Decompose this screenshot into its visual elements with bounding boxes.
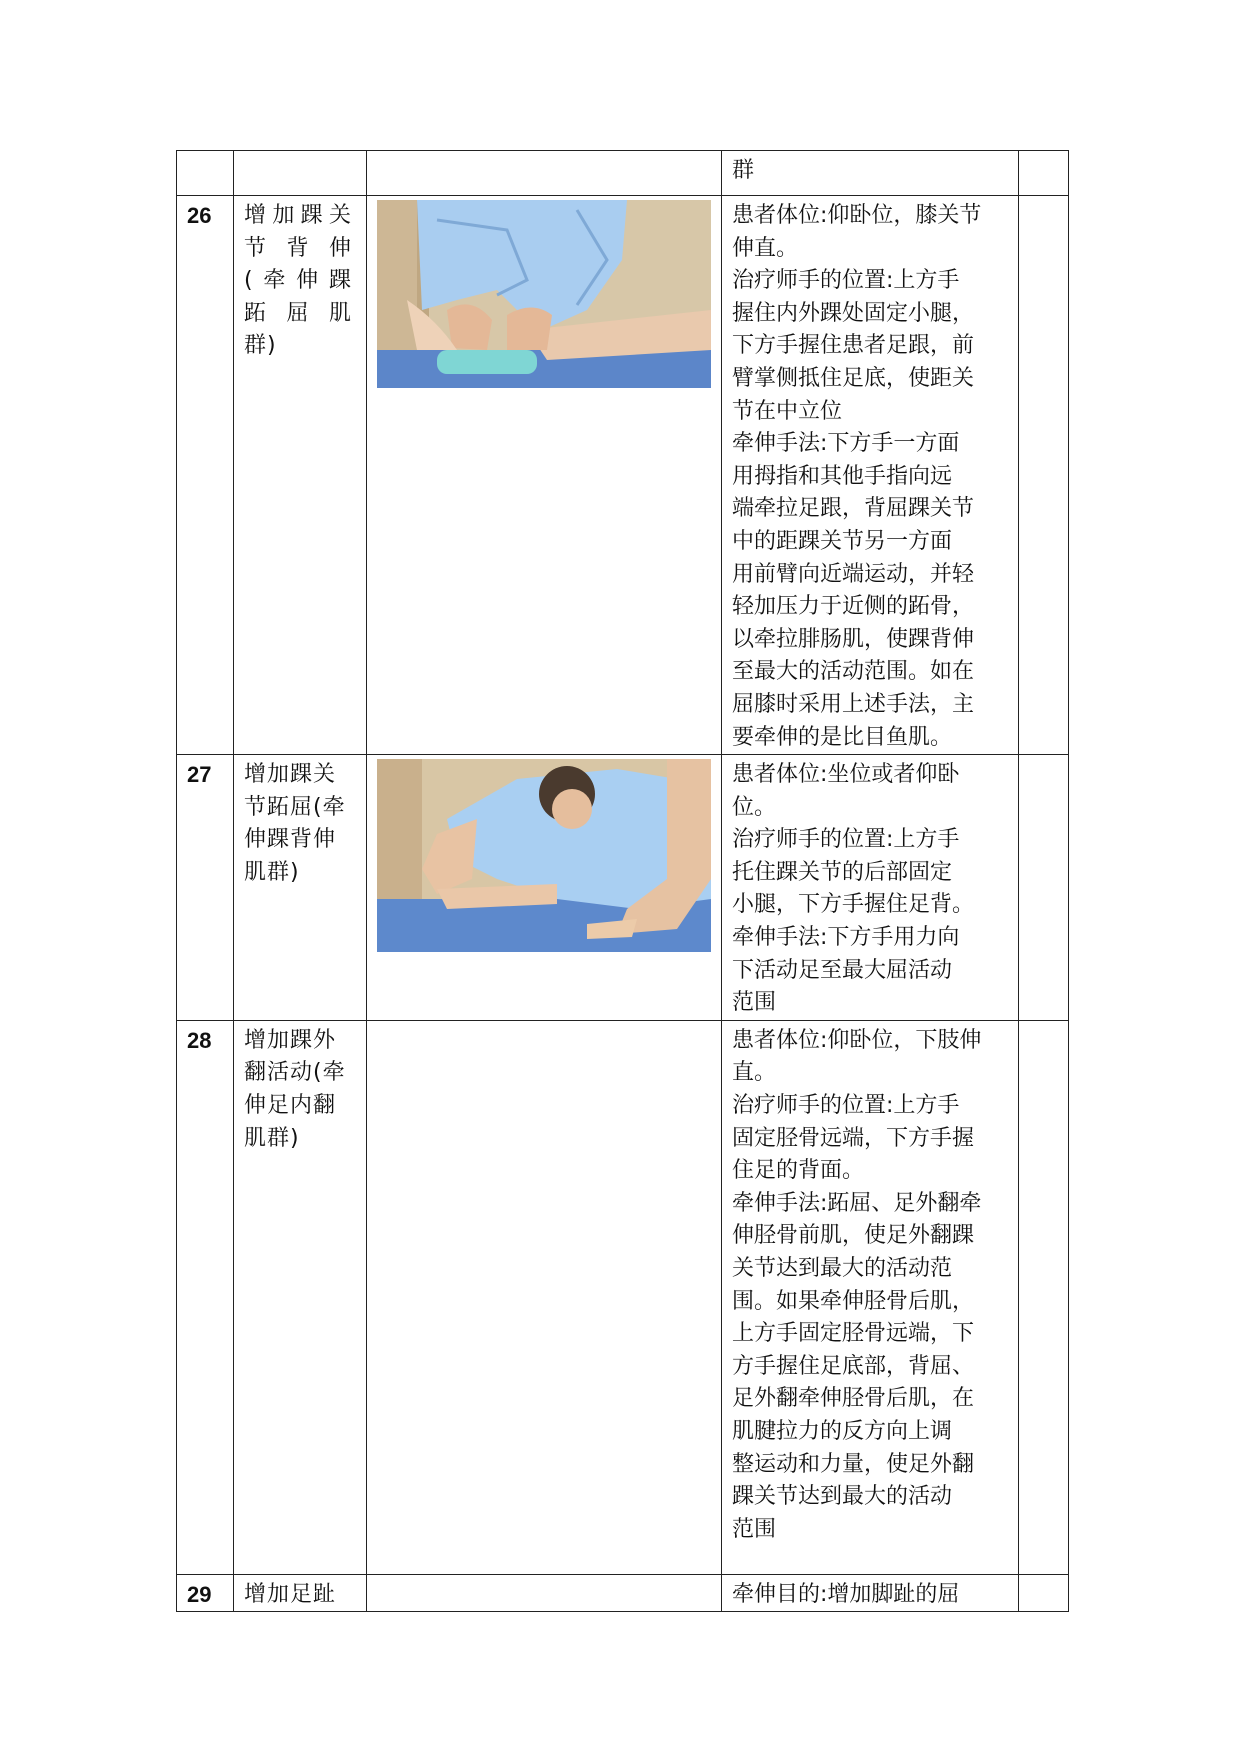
description-line: 要牵伸的是比目鱼肌。	[732, 724, 953, 750]
item-name-line: 伸足内翻	[244, 1093, 337, 1119]
description-line: 方手握住足底部，背屈、	[732, 1353, 975, 1379]
description-line: 治疗师手的位置:上方手	[732, 827, 960, 853]
item-image-cell	[367, 1020, 722, 1574]
description-line: 范围	[732, 1516, 777, 1542]
item-description	[722, 1574, 1019, 1612]
item-description	[722, 151, 1019, 196]
description-line: 住足的背面。	[732, 1158, 865, 1184]
item-name-line: 增加足趾	[244, 1581, 337, 1607]
description-line: 用拇指和其他手指向远	[732, 463, 953, 489]
description-line: 患者体位:坐位或者仰卧	[732, 762, 960, 788]
description-line: 直。	[732, 1060, 777, 1086]
description-line: 托住踝关节的后部固定	[732, 859, 953, 885]
therapist-stretching-ankle-dorsiflexion-photo	[377, 200, 711, 388]
description-line: 治疗师手的位置:上方手	[732, 1093, 960, 1119]
description-line: 用前臂向近端运动，并轻	[732, 561, 975, 587]
description-line: 踝关节达到最大的活动	[732, 1484, 953, 1510]
description-line: 屈膝时采用上述手法，主	[732, 691, 975, 717]
item-name-line: 跖 屈 肌	[244, 300, 352, 326]
item-name-line: 节跖屈(牵	[244, 794, 346, 820]
description-line: 端牵拉足跟，背屈踝关节	[732, 496, 975, 522]
therapist-stretching-ankle-plantarflexion-photo	[377, 759, 711, 952]
item-image-cell	[367, 196, 722, 755]
item-description	[722, 755, 1019, 1021]
description-line: 固定胫骨远端，下方手握	[732, 1125, 975, 1151]
description-line: 位。	[732, 794, 777, 820]
table-row	[177, 151, 1069, 196]
item-name	[234, 151, 367, 196]
description-line: 以牵拉腓肠肌，使踝背伸	[732, 626, 975, 652]
empty-cell	[1019, 755, 1069, 1021]
table-row	[177, 1020, 1069, 1574]
item-name-line: 翻活动(牵	[244, 1060, 346, 1086]
description-line: 臂掌侧抵住足底，使距关	[732, 365, 975, 391]
item-name	[234, 196, 367, 755]
description-line: 至最大的活动范围。如在	[732, 659, 975, 685]
item-name	[234, 1574, 367, 1612]
item-image-cell	[367, 755, 722, 1021]
description-line: 患者体位:仰卧位，下肢伸	[732, 1027, 982, 1053]
description-line: 节在中立位	[732, 398, 843, 424]
item-image-cell	[367, 1574, 722, 1612]
description-line: 牵伸手法:下方手用力向	[732, 925, 960, 951]
description-line: 牵伸手法:下方手一方面	[732, 431, 960, 457]
description-line: 伸胫骨前肌，使足外翻踝	[732, 1223, 975, 1249]
item-number: 26	[177, 196, 234, 755]
item-name-line: ( 牵 伸 踝	[244, 268, 352, 294]
item-image-cell	[367, 151, 722, 196]
table-row	[177, 196, 1069, 755]
item-name	[234, 1020, 367, 1574]
description-line: 群	[732, 158, 755, 183]
description-line: 肌腱拉力的反方向上调	[732, 1418, 953, 1444]
description-line: 下活动足至最大屈活动	[732, 957, 953, 983]
description-line: 伸直。	[732, 235, 799, 261]
description-line: 下方手握住患者足跟，前	[732, 333, 975, 359]
empty-cell	[1019, 1020, 1069, 1574]
item-description	[722, 1020, 1019, 1574]
item-name-line: 伸踝背伸	[244, 827, 337, 853]
description-line: 足外翻牵伸胫骨后肌，在	[732, 1386, 975, 1412]
item-name-line: 肌群)	[244, 859, 300, 885]
description-line: 牵伸目的:增加脚趾的屈	[732, 1581, 960, 1607]
item-name	[234, 755, 367, 1021]
description-line: 握住内外踝处固定小腿，	[732, 300, 975, 326]
description-line: 关节达到最大的活动范	[732, 1256, 953, 1281]
description-line: 牵伸手法:跖屈、足外翻牵	[732, 1190, 982, 1216]
item-description	[722, 196, 1019, 755]
description-line: 整运动和力量，使足外翻	[732, 1451, 975, 1477]
description-line: 患者体位:仰卧位，膝关节	[732, 203, 982, 228]
exercise-table-body	[177, 151, 1069, 1612]
empty-cell	[1019, 1574, 1069, 1612]
item-name-line: 增加踝外	[244, 1027, 337, 1053]
item-name-line: 增 加 踝 关	[244, 203, 352, 228]
item-number: 28	[177, 1020, 234, 1574]
item-number: 29	[177, 1574, 234, 1612]
description-line: 范围	[732, 990, 777, 1016]
item-name-line: 节 背 伸	[244, 235, 352, 261]
description-line: 小腿，下方手握住足背。	[732, 892, 975, 918]
item-number: 27	[177, 755, 234, 1021]
description-line: 围。如果牵伸胫骨后肌，	[732, 1288, 975, 1314]
table-row	[177, 1574, 1069, 1612]
item-name-line: 增加踝关	[244, 762, 337, 788]
description-line: 上方手固定胫骨远端，下	[732, 1321, 975, 1347]
item-number	[177, 151, 234, 196]
description-line: 轻加压力于近侧的跖骨，	[732, 594, 975, 620]
table-row	[177, 755, 1069, 1021]
exercise-table	[176, 150, 1069, 1612]
empty-cell	[1019, 196, 1069, 755]
item-name-line: 肌群)	[244, 1125, 300, 1151]
item-name-line: 群)	[244, 333, 277, 359]
description-line: 中的距踝关节另一方面	[732, 528, 953, 554]
empty-cell	[1019, 151, 1069, 196]
description-line: 治疗师手的位置:上方手	[732, 268, 960, 294]
